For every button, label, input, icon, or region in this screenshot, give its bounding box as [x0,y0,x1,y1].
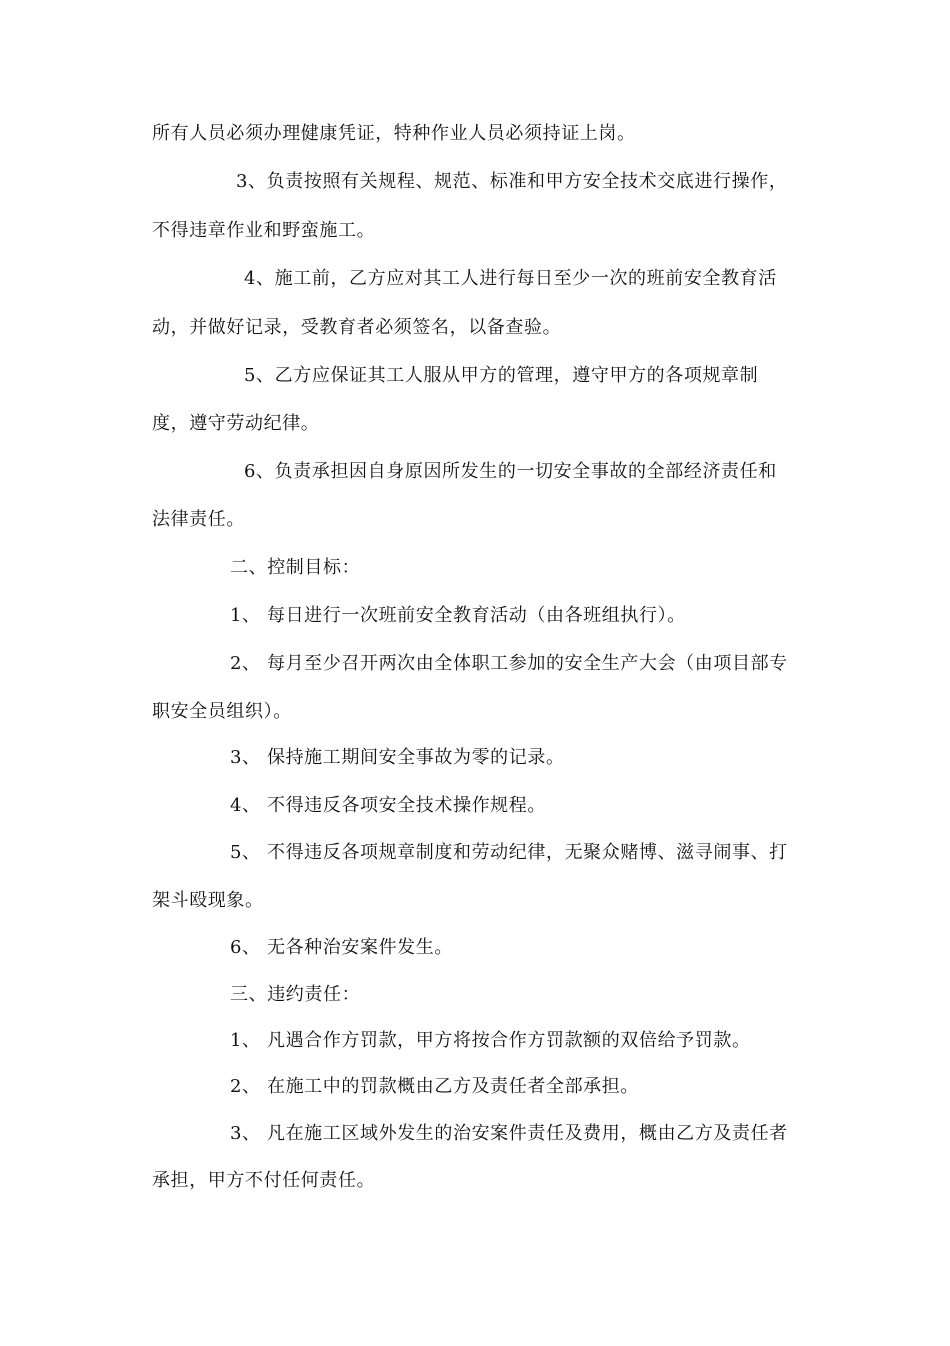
text-line: 3、 保持施工期间安全事故为零的记录。 [230,747,565,768]
text-line: 职安全员组织）。 [152,701,292,722]
section-heading: 二、控制目标： [230,557,361,578]
text-line: 不得违章作业和野蛮施工。 [152,220,376,241]
text-line: 6、 无各种治安案件发生。 [230,937,453,958]
text-line: 5、 不得违反各项规章制度和劳动纪律，无聚众赌博、滋寻闹事、打 [230,842,788,863]
text-line: 4、 不得违反各项安全技术操作规程。 [230,795,546,816]
text-line: 5、乙方应保证其工人服从甲方的管理，遵守甲方的各项规章制 [244,365,759,386]
text-line: 1、 凡遇合作方罚款，甲方将按合作方罚款额的双倍给予罚款。 [230,1030,751,1051]
text-line: 2、 每月至少召开两次由全体职工参加的安全生产大会（由项目部专 [230,653,788,674]
text-line: 法律责任。 [152,509,245,530]
text-line: 动，并做好记录，受教育者必须签名，以备查验。 [152,317,562,338]
text-line: 1、 每日进行一次班前安全教育活动（由各班组执行）。 [230,605,686,626]
text-line: 3、负责按照有关规程、规范、标准和甲方安全技术交底进行操作， [236,171,788,192]
text-line: 承担，甲方不付任何责任。 [152,1170,376,1191]
text-line: 2、 在施工中的罚款概由乙方及责任者全部承担。 [230,1076,639,1097]
text-line: 3、 凡在施工区域外发生的治安案件责任及费用，概由乙方及责任者 [230,1123,788,1144]
text-line: 6、负责承担因自身原因所发生的一切安全事故的全部经济责任和 [244,461,777,482]
text-line: 所有人员必须办理健康凭证，特种作业人员必须持证上岗。 [152,123,636,144]
text-line: 度，遵守劳动纪律。 [152,413,320,434]
text-line: 4、施工前，乙方应对其工人进行每日至少一次的班前安全教育活 [244,268,777,289]
section-heading: 三、违约责任： [230,984,361,1005]
text-line: 架斗殴现象。 [152,890,264,911]
